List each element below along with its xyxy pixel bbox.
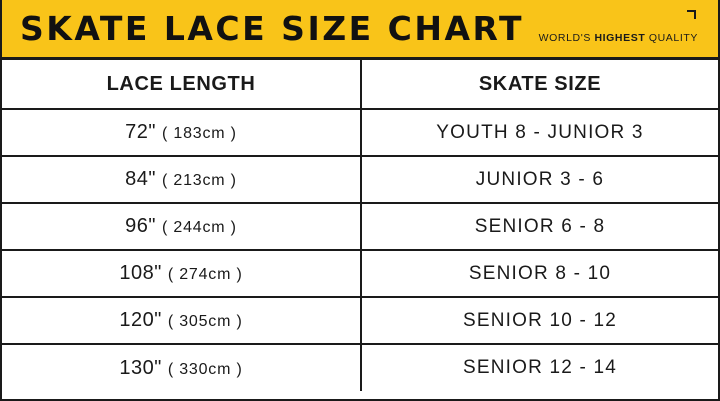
table-row xyxy=(2,109,718,156)
tagline-prefix: WORLD'S xyxy=(538,32,595,44)
length-cm: ( 183cm ) xyxy=(162,125,237,142)
skate-size-cell: SENIOR 8 - 10 xyxy=(361,250,718,297)
lace-length-cell xyxy=(2,250,361,297)
length-cm: ( 330cm ) xyxy=(167,360,243,378)
lace-length-cell xyxy=(2,297,361,344)
tagline xyxy=(539,32,698,44)
length-cm: ( 305cm ) xyxy=(167,313,243,330)
table-row xyxy=(2,297,718,344)
skate-size-cell: SENIOR 6 - 8 xyxy=(361,203,718,250)
column-header-skate-size: SKATE SIZE xyxy=(361,60,718,109)
table-row xyxy=(2,203,718,250)
table-row xyxy=(2,344,718,391)
length-cm: ( 213cm ) xyxy=(162,172,237,189)
length-cm: ( 274cm ) xyxy=(167,266,243,283)
size-table xyxy=(2,60,718,391)
length-cm: ( 244cm ) xyxy=(162,219,237,236)
tagline-suffix: QUALITY xyxy=(645,32,698,44)
lace-length-cell xyxy=(2,203,361,250)
length-inches: 72" xyxy=(125,121,157,143)
table-header-row xyxy=(2,60,718,109)
length-inches: 130" xyxy=(119,356,162,379)
lace-length-cell xyxy=(2,156,361,203)
lace-length-cell xyxy=(2,109,361,156)
skate-size-cell: YOUTH 8 - JUNIOR 3 xyxy=(361,109,718,156)
skate-size-cell: SENIOR 10 - 12 xyxy=(361,297,718,344)
chart-title: SKATE LACE SIZE CHART xyxy=(20,9,524,48)
table-row xyxy=(2,156,718,203)
table-row xyxy=(2,250,718,297)
tagline-highlight: HIGHEST xyxy=(594,32,646,44)
length-inches: 84" xyxy=(125,168,157,190)
header-banner xyxy=(2,0,718,60)
length-inches: 120" xyxy=(119,309,162,331)
length-inches: 96" xyxy=(125,215,157,237)
skate-size-cell: SENIOR 12 - 14 xyxy=(462,357,618,378)
column-header-lace-length: LACE LENGTH xyxy=(2,60,361,109)
lace-length-cell xyxy=(2,344,361,391)
skate-size-cell: JUNIOR 3 - 6 xyxy=(361,156,718,203)
length-inches: 108" xyxy=(119,262,162,284)
corner-bracket-icon xyxy=(687,10,696,19)
